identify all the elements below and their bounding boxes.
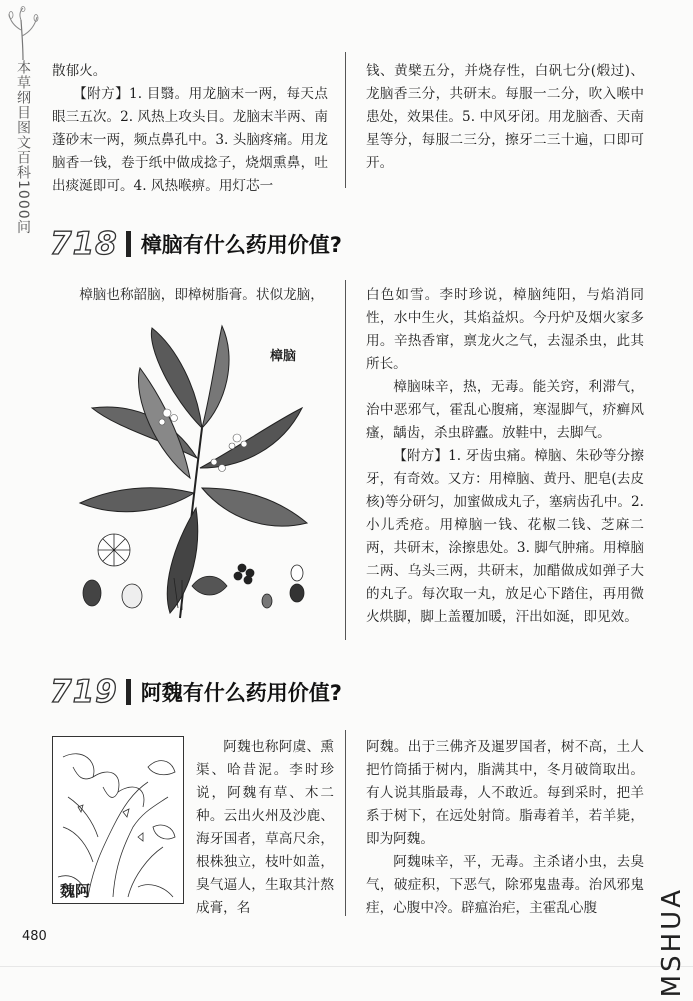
section-title: 樟脑有什么药用价值?	[140, 233, 342, 257]
illustration-label: 樟脑	[270, 349, 297, 364]
heading-bar	[126, 231, 131, 257]
column-divider-718	[345, 280, 346, 640]
section-718-intro: 樟脑也称韶脑，即樟树脂膏。状似龙脑，	[79, 287, 324, 303]
watermark: MSHUA	[657, 886, 687, 997]
page-number: 480	[22, 929, 47, 944]
illustration-label: 魏阿	[60, 882, 91, 900]
paragraph: 樟脑味辛，热，无毒。能关窍，利滞气，治中恶邪气，霍乱心腹痛，寒湿脚气，疥癣风瘙，龋齿，杀虫辟蠹。放鞋中，去脚气。	[366, 379, 644, 441]
top-left-text: 散郁火。 【附方】1. 目翳。用龙脑末一两，每天点眼三五次。2. 风热上攻头目。龙脑末半两、南蓬砂末一两，频点鼻孔中。3. 头脑疼痛。用龙脑香一钱，卷于纸中做成捻子，烧烟熏鼻，吐出痰涎即可。4. 风热喉痹。用灯芯一	[52, 63, 328, 194]
heading-bar	[126, 679, 131, 705]
section-number: 719	[50, 674, 118, 710]
section-718-heading	[50, 224, 342, 264]
camphor-tree-illustration	[62, 318, 322, 628]
section-number: 718	[50, 226, 118, 262]
book-title: 本草纲目图文百科1000问	[15, 60, 31, 235]
column-divider-top	[345, 52, 346, 188]
section-719-intro: 阿魏也称阿虞、熏渠、哈昔泥。李时珍说，阿魏有草、木二种。云出火州及沙鹿、海牙国者，草高尺余，根株独立，枝叶如盖，臭气逼人，生取其汁熬成膏，名	[196, 739, 334, 916]
column-divider-719	[345, 730, 346, 916]
paragraph: 阿魏。出于三佛齐及暹罗国者，树不高，土人把竹筒插于树内，脂满其中，冬月破筒取出。有人说其脂最毒，人不敢近。每到采时，把羊系于树下，在远处射筒。脂毒着羊，若羊毙，即为阿魏。	[366, 739, 644, 847]
paragraph: 白色如雪。李时珍说，樟脑纯阳，与焰消同性，水中生火，其焰益炽。今丹炉及烟火家多用。辛热香窜，禀龙火之气，去湿杀虫，此其所长。	[366, 287, 644, 372]
section-719-body	[366, 736, 644, 920]
section-719-heading	[50, 672, 342, 712]
top-right-text: 钱、黄檗五分，并烧存性，白矾七分(煅过)、龙脑香三分，共研末。每服一二分，吹入喉中患处，效果佳。5. 中风牙闭。用龙脑香、天南星等分，每服二三分，擦牙二三十遍，口即可开。	[366, 63, 644, 171]
section-title: 阿魏有什么药用价值?	[140, 681, 342, 705]
plant-sprig-icon	[6, 6, 40, 62]
asafoetida-illustration-frame	[52, 736, 184, 904]
paragraph: 阿魏味辛，平，无毒。主杀诸小虫，去臭气，破症积，下恶气，除邪鬼蛊毒。治风邪鬼疰，心腹中冷。辟瘟治疟，主霍乱心腹	[366, 854, 644, 916]
asafoetida-plant-illustration	[53, 737, 183, 903]
section-718-body	[366, 284, 644, 629]
paragraph: 【附方】1. 牙齿虫痛。樟脑、朱砂等分擦牙，有奇效。又方：用樟脑、黄丹、肥皂(去皮核)等分研匀，加蜜做成丸子，塞病齿孔中。2. 小儿秃疮。用樟脑一钱、花椒二钱、芝麻二两，共研末，涂擦患处。3. 脚气肿痛。用樟脑二两、乌头三两，共研末，加醋做成如弹子大的丸子。每次取一丸，放足心下踏住，再用微火烘脚，脚上盖覆加暖，汗出如涎，即见效。	[366, 448, 644, 625]
bottom-rule	[0, 966, 693, 967]
